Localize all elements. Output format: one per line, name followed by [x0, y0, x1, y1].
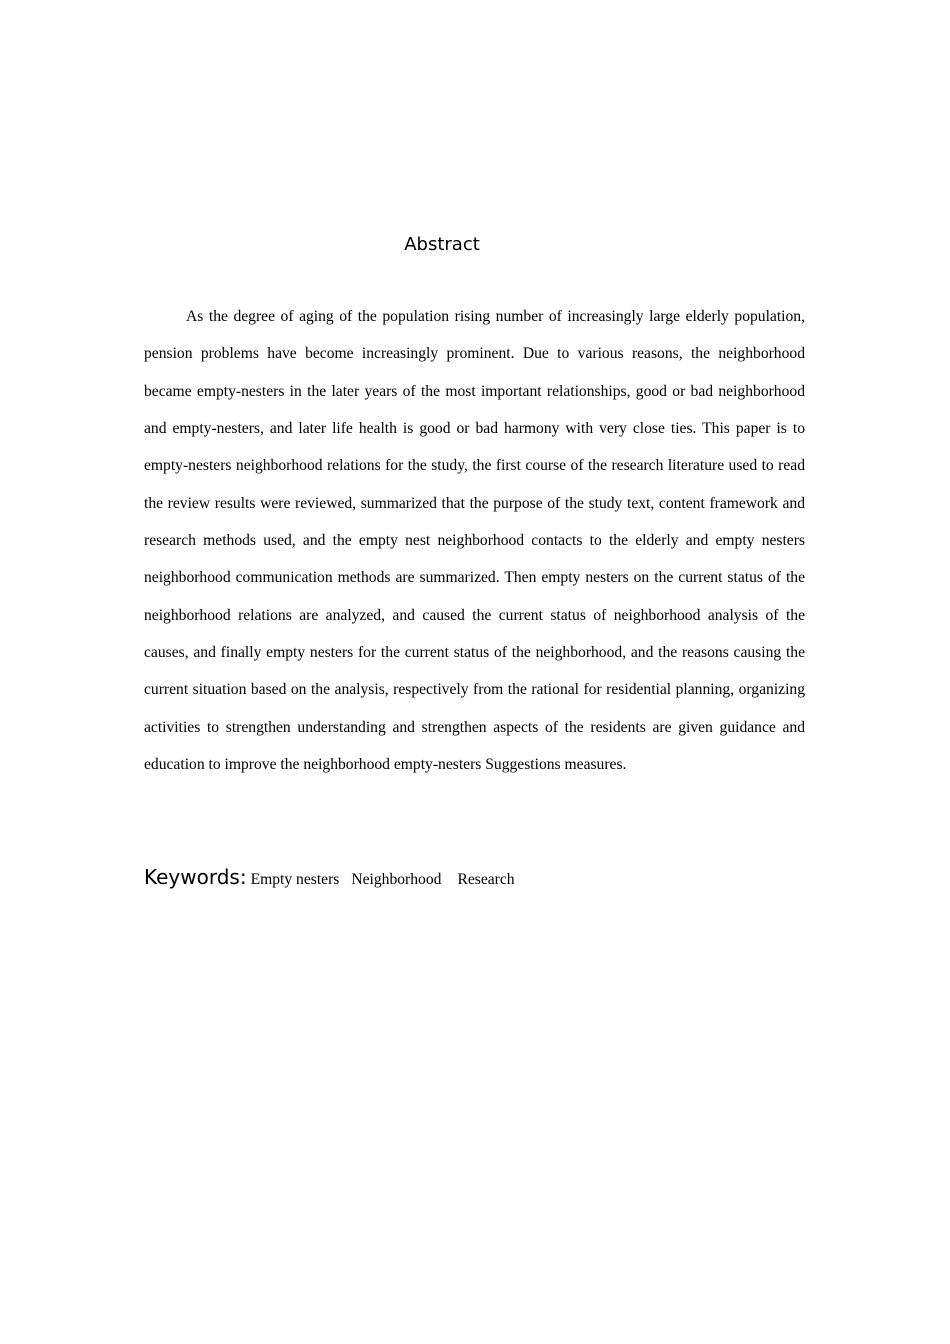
abstract-title: Abstract	[404, 234, 480, 255]
keyword-item: Research	[457, 871, 515, 888]
keywords-label: Keywords:	[144, 865, 247, 889]
keywords-line	[144, 864, 805, 893]
abstract-body: As the degree of aging of the population rising number of increasingly large elderly population, pension problems have become increasingly prominent. Due to various reasons, the neighborhood became empty-nesters in the later years of the most important relationships, good or bad neighborhood and empty-nesters, and later life health is good or bad harmony with very close ties. This paper is to empty-nesters neighborhood relations for the study, the first course of the research literature used to read the review results were reviewed, summarized that the purpose of the study text, content framework and research methods used, and the empty nest neighborhood contacts to the elderly and empty nesters neighborhood communication methods are summarized. Then empty nesters on the current status of the neighborhood relations are analyzed, and caused the current status of neighborhood analysis of the causes, and finally empty nesters for the current status of the neighborhood, and the reasons causing the current situation based on the analysis, respectively from the rational for residential planning, organizing activities to strengthen understanding and strengthen aspects of the residents are given guidance and education to improve the neighborhood empty-nesters Suggestions measures.	[144, 308, 805, 774]
keyword-item: Empty nesters	[250, 871, 340, 888]
keyword-item: Neighborhood	[351, 871, 442, 888]
